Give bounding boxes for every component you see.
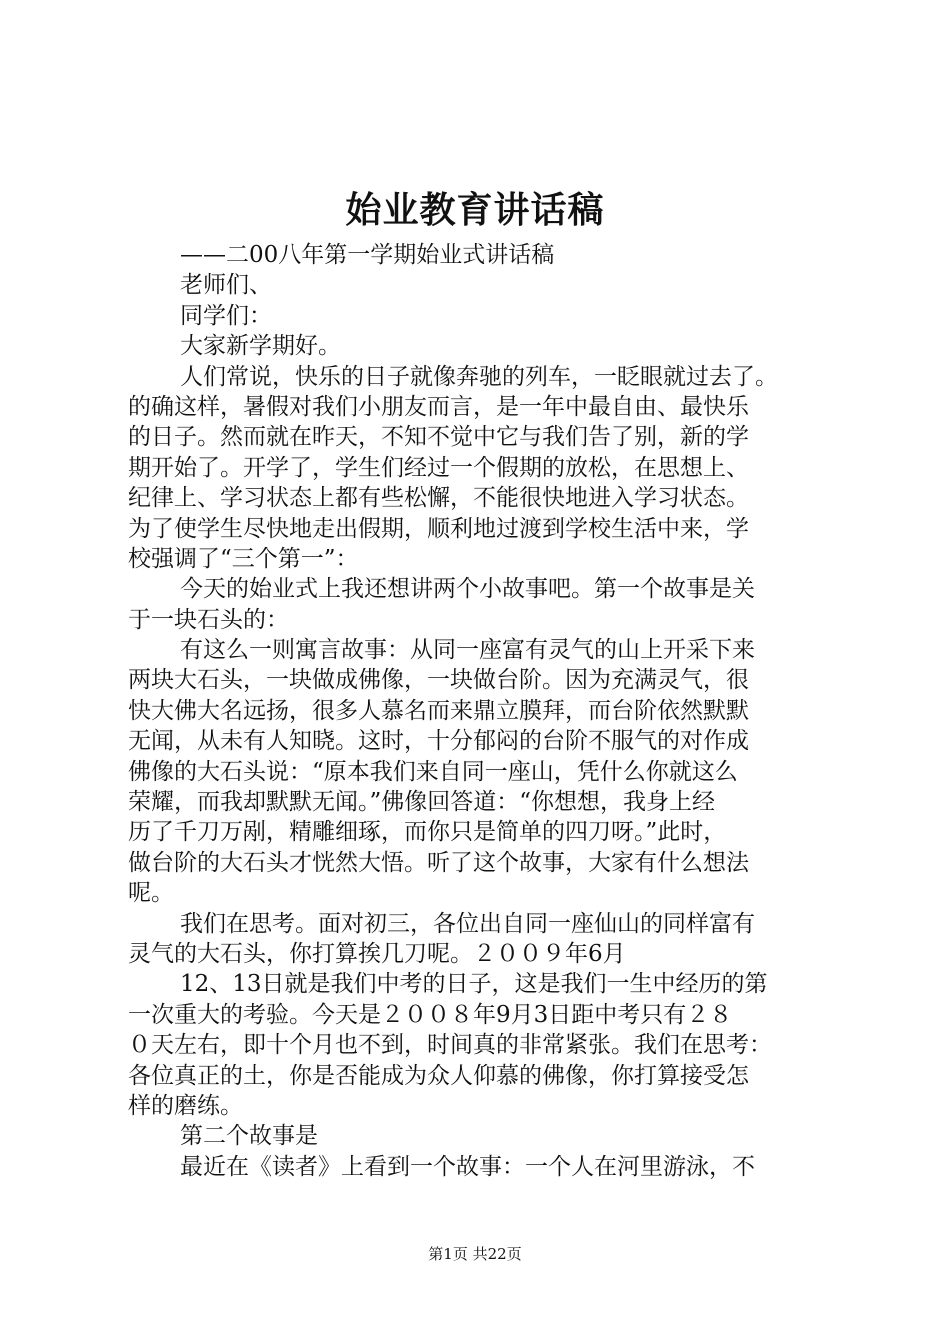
text-line: 人们常说，快乐的日子就像奔驰的列车，一眨眼就过去了。 [180,363,778,390]
text-line: 纪律上、学习状态上都有些松懈，不能很快地进入学习状态。 [128,485,749,512]
text-line: 老师们、 [180,272,272,299]
text-line: 灵气的大石头，你打算挨几刀呢。２００９年6月 [128,940,626,967]
text-line: 各位真正的土，你是否能成为众人仰慕的佛像，你打算接受怎 [128,1062,749,1089]
text-line: 做台阶的大石头才恍然大悟。听了这个故事，大家有什么想法 [128,849,749,876]
text-line: 为了使学生尽快地走出假期，顺利地过渡到学校生活中来，学 [128,515,749,542]
text-line: 两块大石头，一块做成佛像，一块做台阶。因为充满灵气，很 [128,667,749,694]
text-line: 最近在《读者》上看到一个故事：一个人在河里游泳，不 [180,1153,755,1180]
text-line: 历了千刀万剐，精雕细琢，而你只是简单的四刀呀。”此时， [128,819,727,846]
text-line: 第二个故事是 [180,1123,318,1150]
text-line: 无闻，从未有人知晓。这时，十分郁闷的台阶不服气的对作成 [128,728,749,755]
page-footer: 第1页 共22页 [428,1245,522,1263]
text-line: 于一块石头的： [128,606,289,633]
text-line: 12、13日就是我们中考的日子，这是我们一生中经历的第 [180,971,768,998]
text-line: 快大佛大名远扬，很多人慕名而来鼎立膜拜，而台阶依然默默 [128,697,749,724]
text-line: 一次重大的考验。今天是２００８年9月3日距中考只有２８ [128,1001,733,1028]
text-line: 我们在思考。面对初三，各位出自同一座仙山的同样富有 [180,910,755,937]
text-line: 的日子。然而就在昨天，不知不觉中它与我们告了别，新的学 [128,424,749,451]
text-line: 的确这样，暑假对我们小朋友而言，是一年中最自由、最快乐 [128,393,749,420]
text-line: 有这么一则寓言故事：从同一座富有灵气的山上开采下来 [180,637,755,664]
text-line: ０天左右，即十个月也不到，时间真的非常紧张。我们在思考： [128,1032,772,1059]
text-line: 佛像的大石头说：“原本我们来自同一座山，凭什么你就这么 [128,758,738,785]
text-line: 期开始了。开学了，学生们经过一个假期的放松，在思想上、 [128,454,749,481]
text-line: ——二00八年第一学期始业式讲话稿 [180,242,555,268]
text-line: 荣耀，而我却默默无闻。”佛像回答道：“你想想，我身上经 [128,789,716,816]
text-line: 大家新学期好。 [180,333,341,360]
text-line: 今天的始业式上我还想讲两个小故事吧。第一个故事是关 [180,576,755,603]
document-title: 始业教育讲话稿 [345,189,605,231]
text-line: 同学们： [180,302,272,329]
document-body [128,240,838,1182]
text-line: 样的磨练。 [128,1092,243,1119]
text-line: 呢。 [128,880,174,907]
text-line: 校强调了“三个第一”： [128,545,359,572]
